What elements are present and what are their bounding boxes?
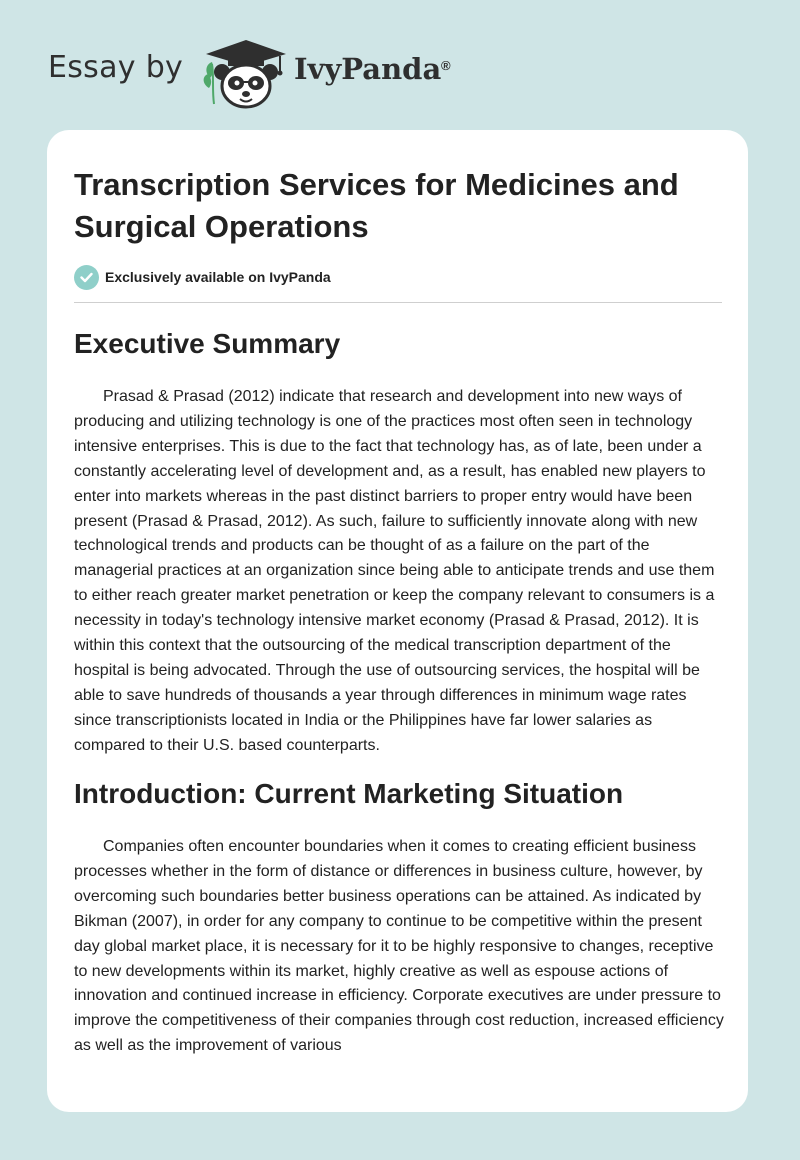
paragraph-introduction: Companies often encounter boundaries when it comes to creating efficient business processes whether in the form of distance or differences in business culture, however, by overcoming such boundaries better business operations can be attained. As indicated by Bikman (2007), in order for any company to continue to be competitive within the present day global market place, it is necessary for it to be highly responsive to changes, receptive to new developments within its market, highly creative as well as espouse actions of innovation and continued increase in efficiency. Corporate executives are under pressure to improve the competitiveness of their companies through cost reduction, increased efficiency as well as the improvement of various bbox=[74, 838, 724, 1055]
section-heading-executive-summary: Executive Summary bbox=[74, 328, 341, 359]
brand-name[interactable]: IvyPanda bbox=[294, 52, 442, 86]
section-heading-introduction: Introduction: Current Marketing Situation bbox=[74, 778, 624, 809]
panda-graduate-icon[interactable] bbox=[200, 34, 292, 110]
brand-prefix: Essay by bbox=[48, 50, 184, 85]
paragraph-executive-summary: Prasad & Prasad (2012) indicate that research and development into new ways of producing and utilizing technology is one of the practices most often seen in technology intensive enterprises. This is due to the fact that technology has, as of late, been under a constantly accelerating level of development and, as a result, has enabled new players to enter into markets whereas in the past distinct barriers to proper entry would have been present (Prasad & Prasad, 2012). As such, failure to sufficiently innovate along with new technological trends and products can be thought of as a failure on the part of the managerial practices at an organization since being able to anticipate trends and use them to either reach greater market penetration or keep the company relevant to consumers is a necessity in today's technology intensive market economy (Prasad & Prasad, 2012). It is within this context that the outsourcing of the medical transcription department of the hospital is being advocated. Through the use of outsourcing services, the hospital will be able to save hundreds of thousands a year through differences in minimum wage rates since transcriptionists located in India or the Philippines have far lower salaries as compared to their U.S. based counterparts. bbox=[74, 388, 715, 754]
exclusive-badge bbox=[74, 264, 331, 290]
title-divider bbox=[74, 302, 722, 303]
exclusive-label: Exclusively available on IvyPanda bbox=[105, 269, 331, 285]
essay-title: Transcription Services for Medicines and Surgical Operations bbox=[74, 167, 679, 244]
site-header bbox=[0, 0, 800, 120]
essay-card bbox=[47, 130, 748, 1112]
check-circle-icon bbox=[74, 265, 99, 290]
registered-mark: ® bbox=[441, 58, 451, 73]
